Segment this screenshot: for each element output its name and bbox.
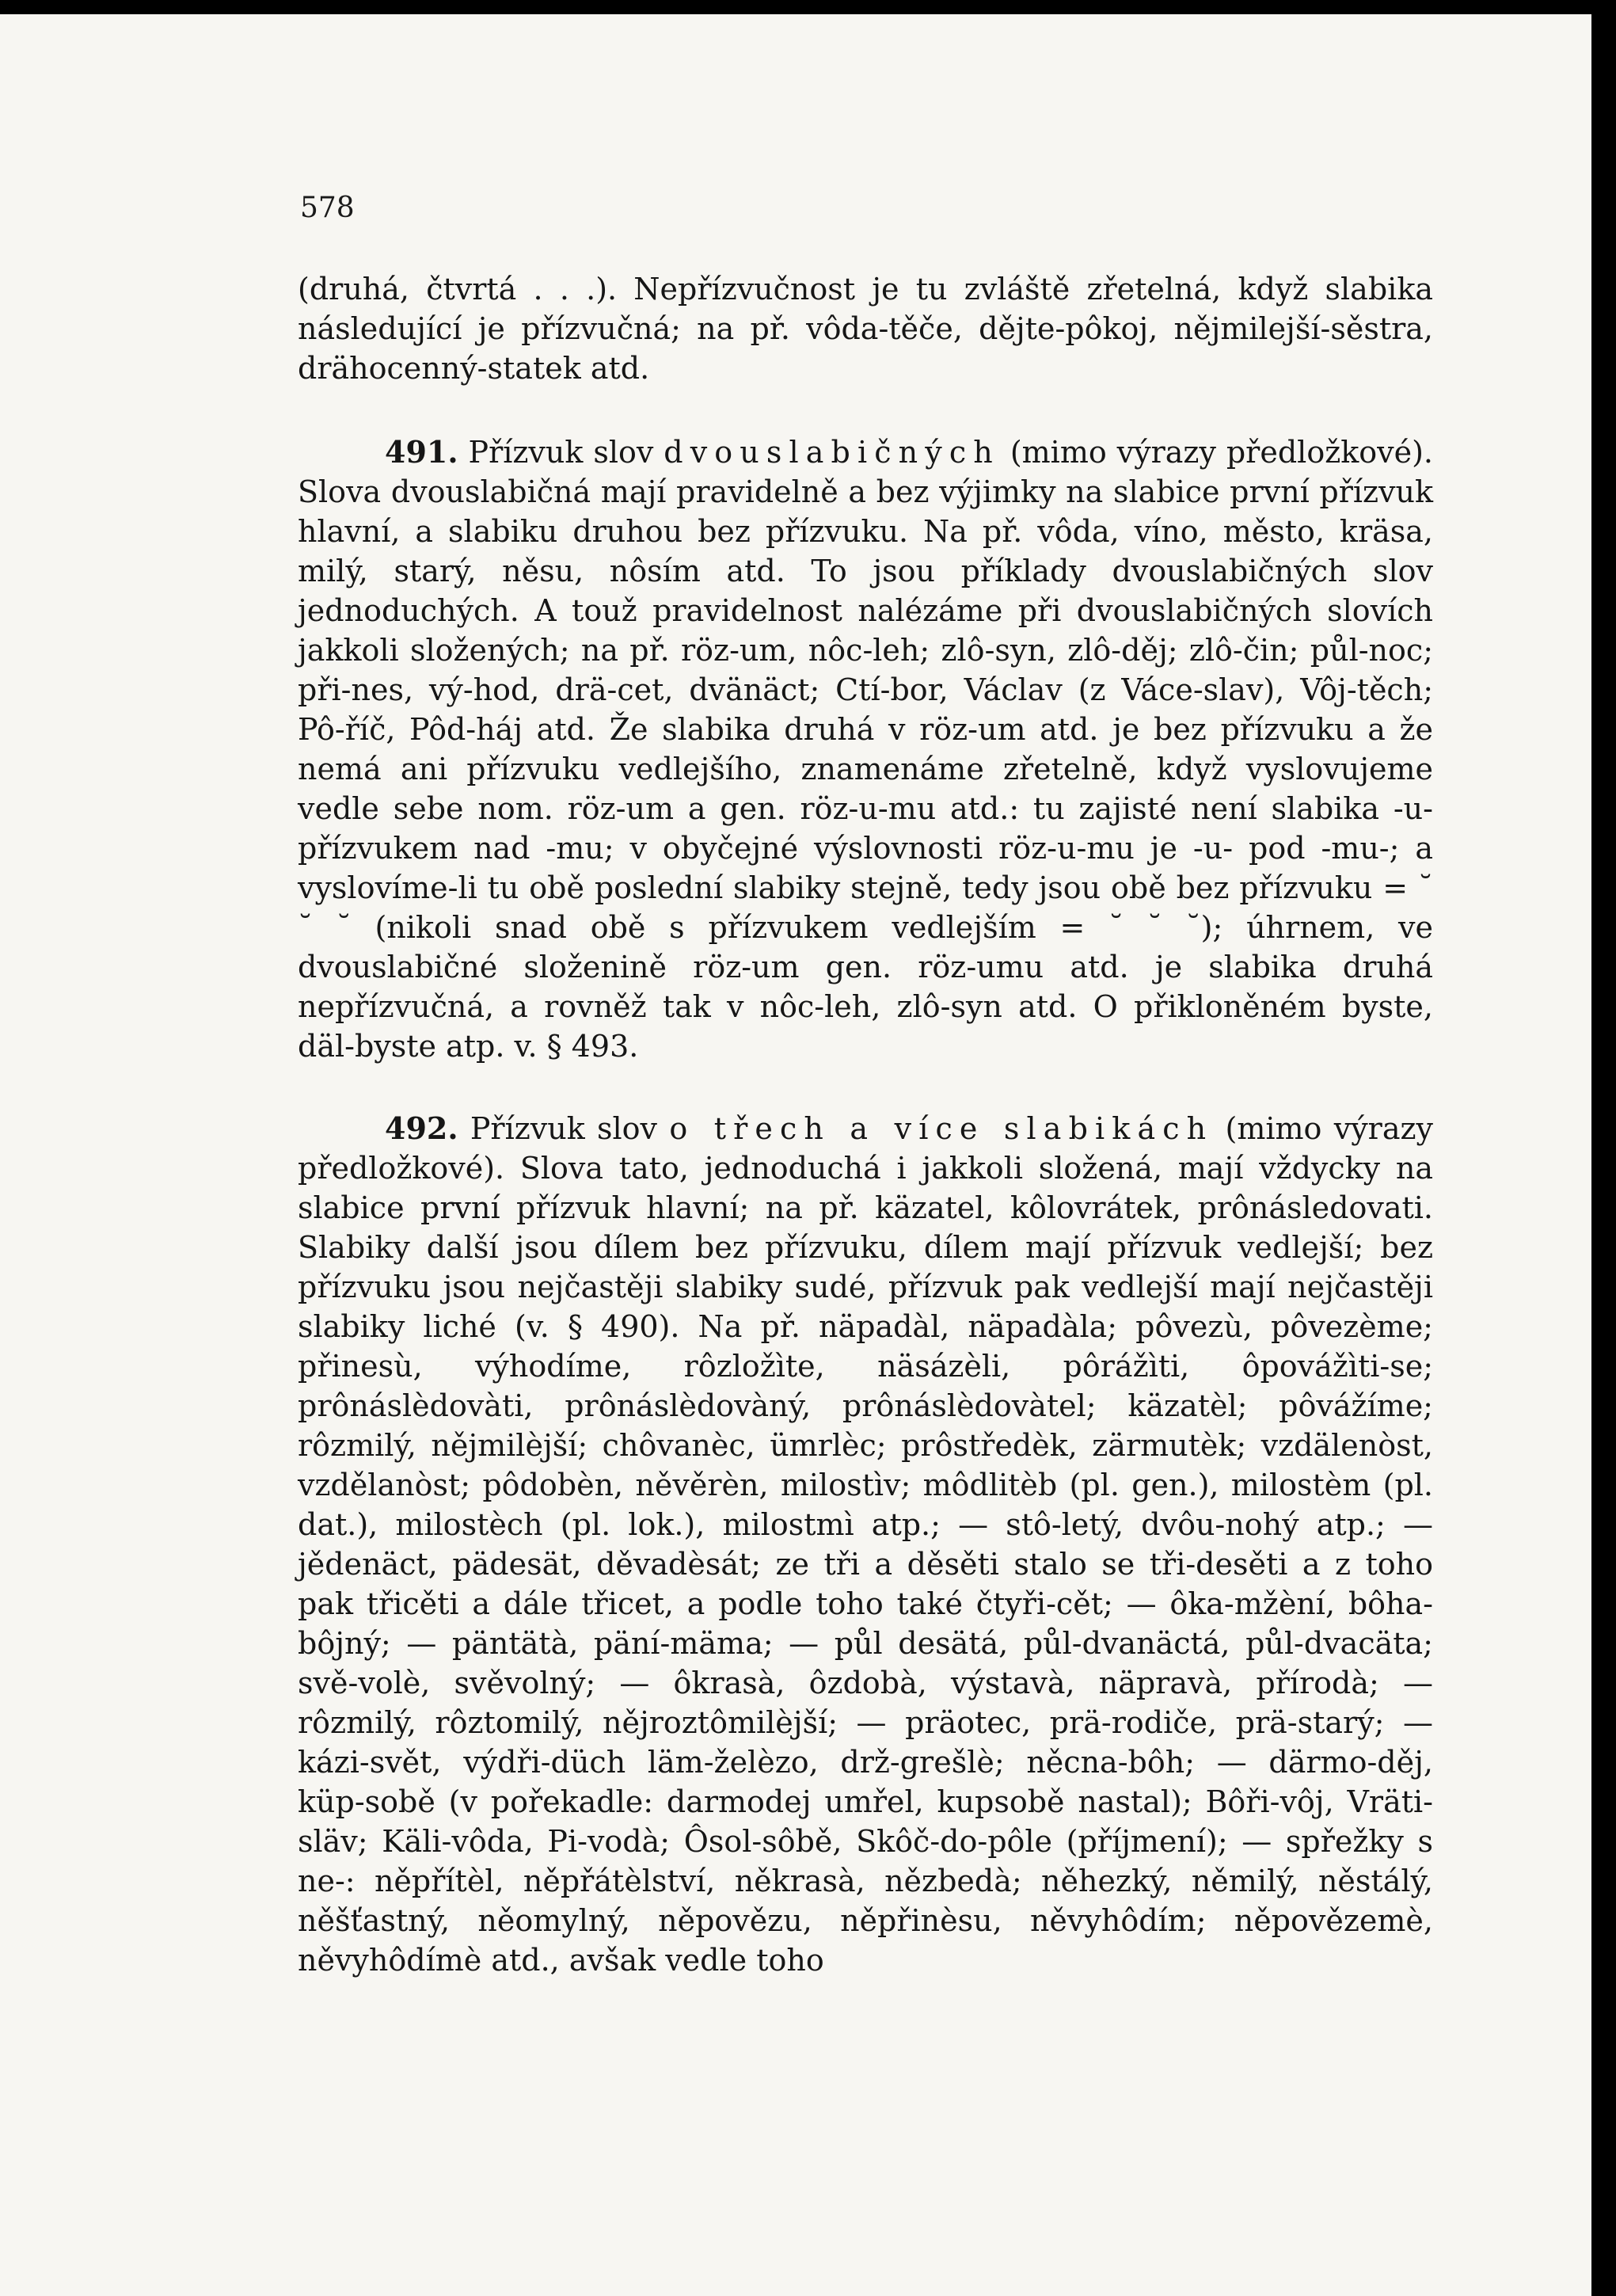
section-492-title-lead: Přízvuk slov (458, 1111, 670, 1146)
section-492 (298, 1109, 1433, 1980)
page-number: 578 (300, 192, 355, 224)
section-491-number: 491. (385, 434, 458, 470)
section-492-number: 492. (385, 1110, 458, 1146)
section-492-body: (mimo výrazy předložkové). Slova tato, jednoduchá i jakkoli složená, mají vždycky na slabice první přízvuk hlavní; na př. käzatel, kôlovrátek, prônásledovati. Slabiky další jsou dílem bez přízvuku, dílem mají přízvuk vedlejší; bez přízvuku jsou nejčastěji slabiky sudé, přízvuk pak vedlejší mají nejčastěji slabiky liché (v. § 490). Na př. näpadàl, näpadàla; pôvezù, pôvezème; přinesù, výhodíme, rôzložìte, näsázèli, pôrážìti, ôpovážìti-se; prônáslèdovàti, prônáslèdovàný, prônáslèdovàtel; käzatèl; pôvážíme; rôzmilý, nějmilèjší; chôvanèc, ümrlèc; prôstředèk, zärmutèk; vzdälenòst, vzdělanòst; pôdobèn, něvěrèn, milostìv; môdlitèb (pl. gen.), milostèm (pl. dat.), milostèch (pl. lok.), milostmì atp.; — stô-letý, dvôu-nohý atp.; — jědenäct, pädesät, děvadèsát; ze tři a děsěti stalo se tři-desěti a z toho pak třicěti a dále třicet, a podle toho také čtyři-cět; — ôka-mžèní, bôha-bôjný; — päntätà, päní-mäma; — půl desätá, půl-dvanäctá, půl-dvacäta; svě-volè, svěvolný; — ôkrasà, ôzdobà, výstavà, näpravà, přírodà; — rôzmilý, rôztomilý, nějroztômilèjší; — präotec, prä-rodiče, prä-starý; — kázi-svět, výdři-düch läm-želèzo, drž-grešlè; něcna-bôh; — därmo-děj, küp-sobě (v pořekadle: darmodej umřel, kupsobě nastal); Bôři-vôj, Vräti-släv; Käli-vôda, Pi-vodà; Ôsol-sôbě, Skôč-do-pôle (příjmení); — spřežky s ne-: něpřítèl, něpřátèlství, někrasà, nězbedà; něhezký, němilý, něstálý, něšťastný, něomylný, něpovězu, něpřinèsu, něvyhôdím; něpovězemè, něvyhôdímè atd., avšak vedle toho (298, 1111, 1433, 1978)
section-491-body: (mimo výrazy předložkové). Slova dvouslabičná mají pravidelně a bez výjimky na slabice první přízvuk hlavní, a slabiku druhou bez přízvuku. Na př. vôda, víno, město, kräsa, milý, starý, něsu, nôsím atd. To jsou příklady dvouslabičných slov jednoduchých. A touž pravidelnost nalézáme při dvouslabičných slovích jakkoli složených; na př. röz-um, nôc-leh; zlô-syn, zlô-děj; zlô-čin; půl-noc; při-nes, vý-hod, drä-cet, dvänäct; Ctí-bor, Václav (z Váce-slav), Vôj-těch; Pô-říč, Pôd-háj atd. Že slabika druhá v röz-um atd. je bez přízvuku a že nemá ani přízvuku vedlejšího, znamenáme zřetelně, když vyslovujeme vedle sebe nom. röz-um a gen. röz-u-mu atd.: tu zajisté není slabika -u- přízvukem nad -mu; v obyčejné výslovnosti röz-u-mu je -u- pod -mu-; a vyslovíme-li tu obě poslední slabiky stejně, tedy jsou obě bez přízvuku = ˘ ˘ ˘ (nikoli snad obě s přízvukem vedlejším = ˘ ˘ ˘); úhrnem, ve dvouslabičné složenině röz-um gen. röz-umu atd. je slabika druhá nepřízvučná, a rovněž tak v nôc-leh, zlô-syn atd. O přikloněném byste, däl-byste atp. v. § 493. (298, 435, 1433, 1064)
intro-paragraph: (druhá, čtvrtá . . .). Nepřízvučnost je tu zvláště zřetelná, když slabika následující je přízvučná; na př. vôda-těče, dějte-pôkoj, nějmilejší-sěstra, drähocenný-statek atd. (298, 272, 1433, 386)
scan-edge (1591, 0, 1616, 2296)
book-page (0, 14, 1591, 2296)
section-491-title-spaced: dvouslabičných (664, 435, 1000, 470)
body-text (298, 269, 1433, 2023)
section-492-title-spaced: o třech a více slabikách (669, 1111, 1214, 1146)
section-491 (298, 432, 1433, 1066)
section-491-title-lead: Přízvuk slov (458, 435, 664, 470)
